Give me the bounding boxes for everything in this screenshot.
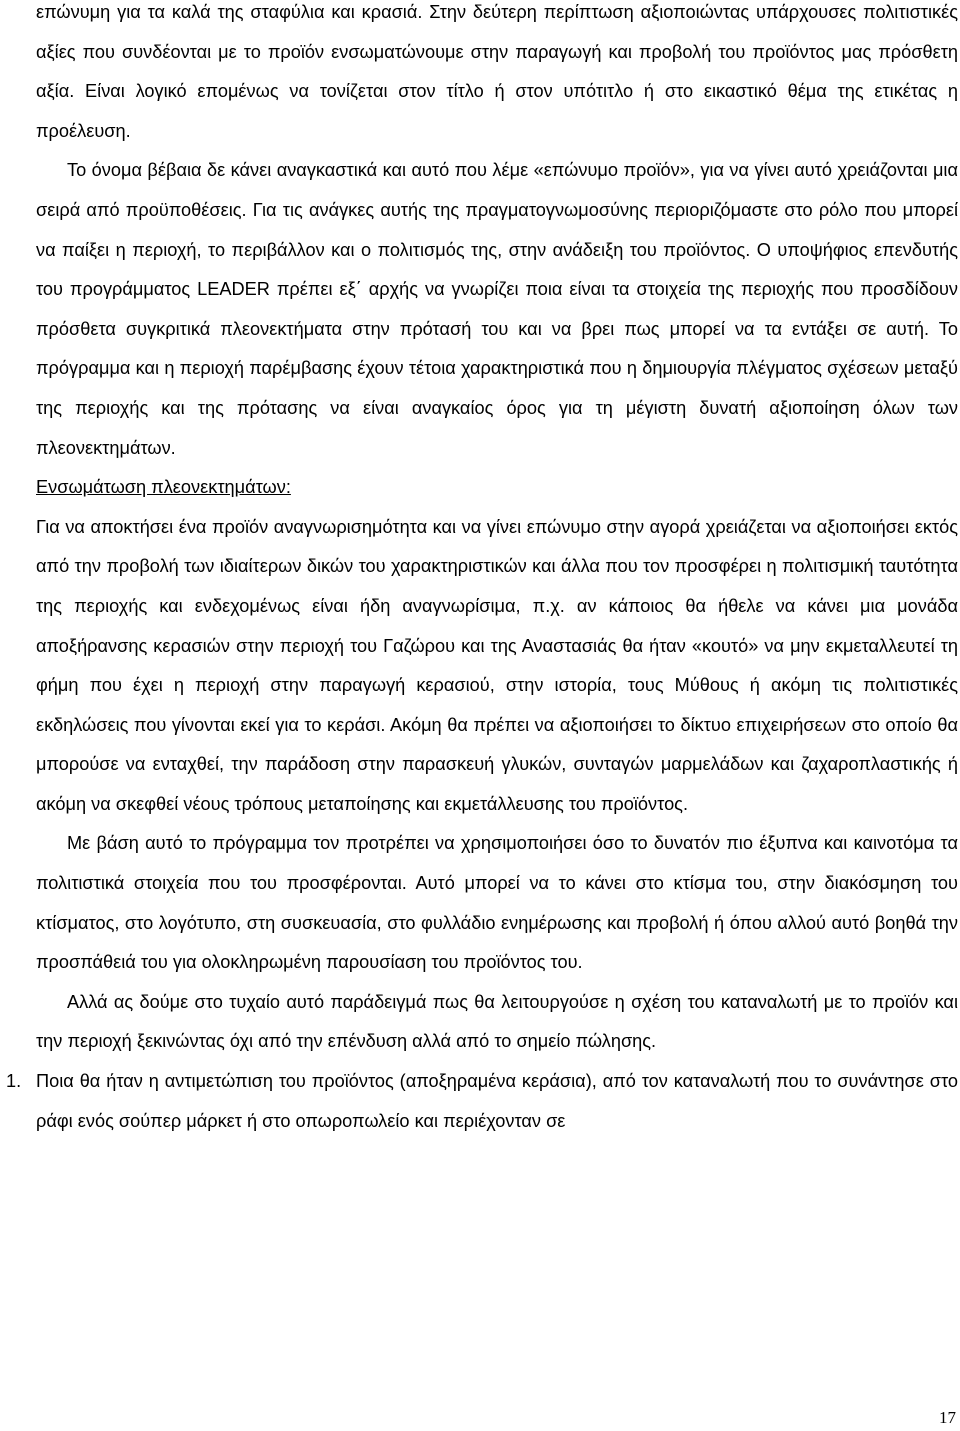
list-item: [6, 1062, 958, 1141]
list-item-text: Ποια θα ήταν η αντιμετώπιση του προϊόντος (αποξηραμένα κεράσια), από τον καταναλωτή που το συνάντησε στο ράφι ενός σούπερ μάρκετ ή στο οπωροπωλείο και περιέχονταν σε: [36, 1071, 958, 1131]
paragraph-advantages: Για να αποκτήσει ένα προϊόν αναγνωρισημότητα και να γίνει επώνυμο στην αγορά χρειάζεται να αξιοποιήσει εκτός από την προβολή των ιδιαίτερων δικών του χαρακτηριστικών και άλλα που τον προσφέρει η πολιτισμική ταυτότητα της περιοχής και ενδεχομένως είναι ήδη αναγνωρίσιμα, π.χ. αν κάποιος θα ήθελε να κάνει μια μονάδα αποξήρανσης κερασιών στην περιοχή του Γαζώρου και της Αναστασιάς θα ήταν «κουτό» να μην εκμεταλλευτεί τη φήμη που έχει η περιοχή στην παραγωγή κερασιού, στην ιστορία, τους Μύθους ή ακόμη τις πολιτιστικές εκδηλώσεις που γίνονται εκεί για το κεράσι. Ακόμη θα πρέπει να αξιοποιήσει το δίκτυο επιχειρήσεων στο οποίο θα μπορούσε να ενταχθεί, την παράδοση στην παρασκευή γλυκών, συνταγών μαρμελάδων και ζαχαροπλαστικής ή ακόμη να σκεφθεί νέους τρόπους μεταποίησης και εκμετάλλευσης του προϊόντος.: [36, 516, 958, 814]
paragraph-intro: επώνυμη για τα καλά της σταφύλια και κρασιά. Στην δεύτερη περίπτωση αξιοποιώντας υπάρχουσες πολιτιστικές αξίες που συνδέονται με το προϊόν ενσωματώνουμε στην παραγωγή και προβολή του προϊόντος μας πρόσθετη αξία. Είναι λογικό επομένως να τονίζεται στον τίτλο ή στον υπότιτλο ή στο εικαστικό θέμα της ετικέτας η προέλευση.: [36, 2, 958, 141]
paragraph-example: Αλλά ας δούμε στο τυχαίο αυτό παράδειγμά πως θα λειτουργούσε η σχέση του καταναλωτή με το προϊόν και την περιοχή ξεκινώντας όχι από την επένδυση αλλά από το σημείο πώλησης.: [36, 991, 958, 1052]
paragraph-program: Με βάση αυτό το πρόγραμμα τον προτρέπει να χρησιμοποιήσει όσο το δυνατόν πιο έξυπνα και καινοτόμα τα πολιτιστικά στοιχεία που του προσφέρονται. Αυτό μπορεί να το κάνει στο κτίσμα του, στην διακόσμηση του κτίσματος, στο λογότυπο, στη συσκευασία, στο φυλλάδιο ενημέρωσης και προβολή ή όπου αλλού αυτό βοηθά την προσπάθειά του για ολοκληρωμένη παρουσίαση του προϊόντος του.: [36, 833, 958, 973]
section-heading: Ενσωμάτωση πλεονεκτημάτων:: [36, 477, 291, 498]
document-page: [6, 0, 958, 1431]
page-number: 17: [939, 1408, 956, 1427]
list-number: 1.: [6, 1071, 22, 1092]
paragraph-brand-name: Το όνομα βέβαια δε κάνει αναγκαστικά και αυτό που λέμε «επώνυμο προϊόν», για να γίνει αυτό χρειάζονται μια σειρά από προϋποθέσεις. Για τις ανάγκες αυτής της πραγματογνωμοσύνης περιοριζόμαστε στο ρόλο που μπορεί να παίξει η περιοχή, το περιβάλλον και ο πολιτισμός της, στην ανάδειξη του προϊόντος. Ο υποψήφιος επενδυτής του προγράμματος LEADER πρέπει εξ΄ αρχής να γνωρίζει ποια είναι τα στοιχεία της περιοχής που προσδίδουν πρόσθετα συγκριτικά πλεονεκτήματα στην πρότασή του και να βρει πως μπορεί να τα εντάξει σε αυτή. Το πρόγραμμα και η περιοχή παρέμβασης έχουν τέτοια χαρακτηριστικά που η δημιουργία πλέγματος σχέσεων μεταξύ της περιοχής και της πρότασης να είναι αναγκαίος όρος για τη μέγιστη δυνατή αξιοποίηση όλων των πλεονεκτημάτων.: [36, 160, 958, 458]
